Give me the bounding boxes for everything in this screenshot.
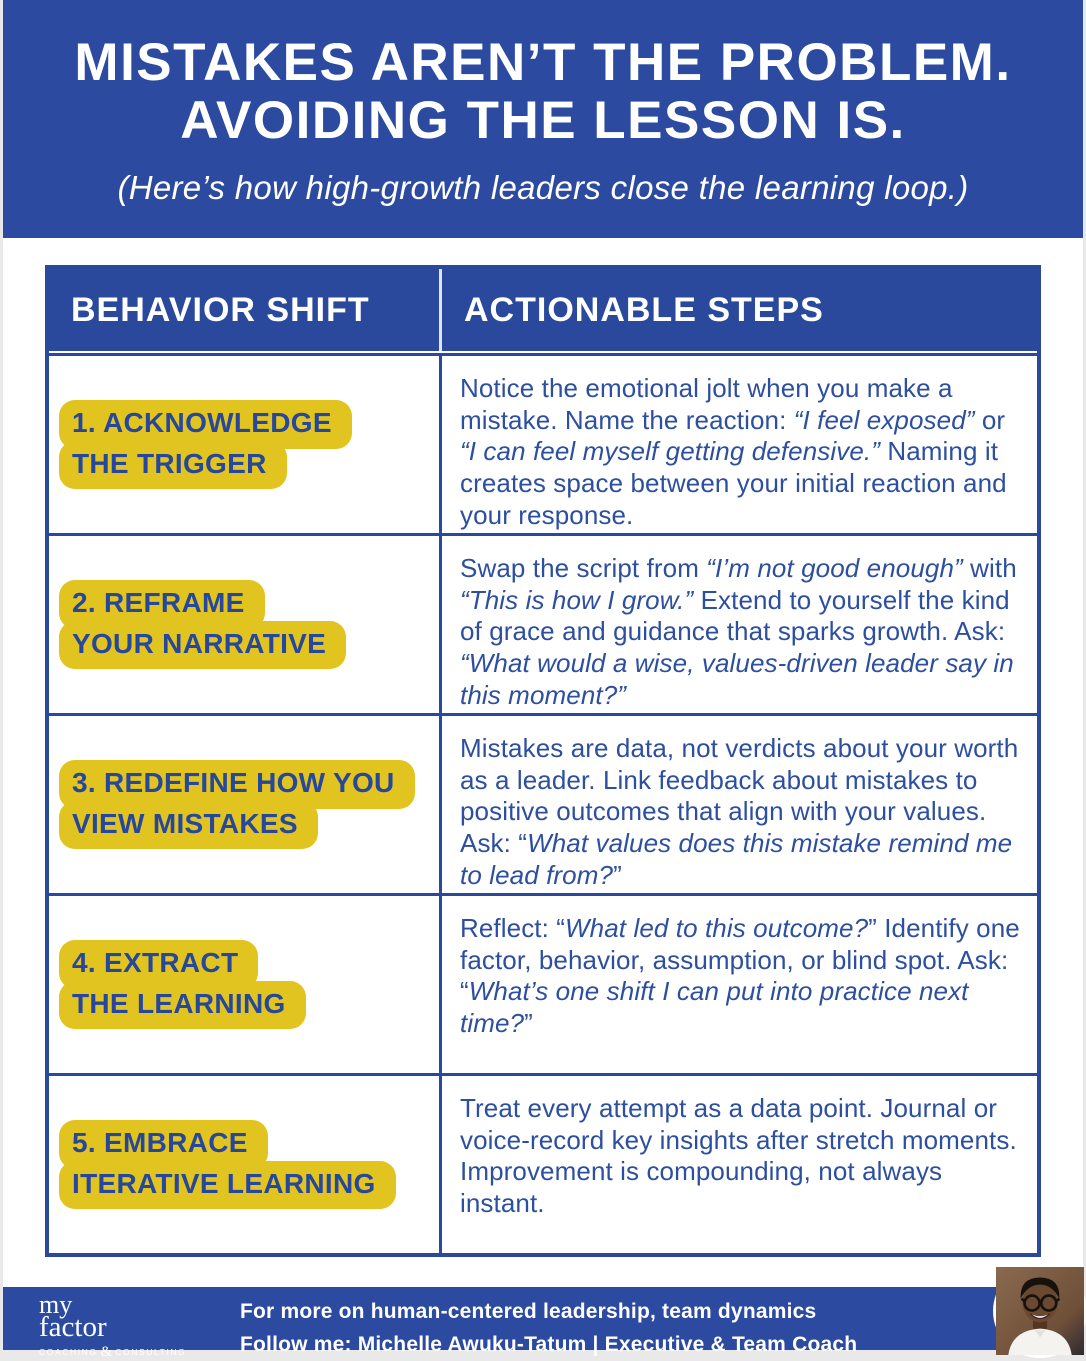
logo-tagline bbox=[39, 1345, 186, 1360]
header-banner bbox=[3, 0, 1083, 238]
behavior-shift-label-2 bbox=[49, 536, 439, 713]
footer-line-2: Follow me: Michelle Awuku-Tatum | Executive & Team Coach bbox=[240, 1332, 858, 1356]
behavior-shift-label-3 bbox=[49, 716, 439, 893]
logo-word-factor: factor bbox=[39, 1311, 107, 1343]
behavior-shift-label-5 bbox=[49, 1076, 439, 1253]
page-title-line-2: AVOIDING THE LESSON IS. bbox=[180, 91, 906, 151]
logo-tagline-ampersand: & bbox=[100, 1344, 113, 1360]
label-pill: 4. EXTRACT bbox=[59, 940, 258, 989]
behavior-shift-label-4 bbox=[49, 896, 439, 1073]
actionable-steps-text: Reflect: “What led to this outcome?” Identify one factor, behavior, assumption, or blind spot. Ask: “What’s one shift I can put into practice next time?” bbox=[460, 913, 1020, 1039]
logo-tagline-consulting: CONSULTING bbox=[115, 1347, 187, 1358]
actionable-steps-cell-1 bbox=[439, 356, 1037, 533]
footer-band bbox=[3, 1287, 1083, 1360]
label-pill: 2. REFRAME bbox=[59, 580, 265, 629]
label-pill: YOUR NARRATIVE bbox=[59, 621, 346, 670]
behavior-table bbox=[45, 265, 1041, 1257]
page-title-line-1: MISTAKES AREN’T THE PROBLEM. bbox=[74, 33, 1012, 92]
actionable-steps-text: Treat every attempt as a data point. Journal or voice-record key insights after stretch moments. Improvement is compounding, not always instant. bbox=[460, 1093, 1017, 1219]
label-pill: 1. ACKNOWLEDGE bbox=[59, 400, 352, 449]
actionable-steps-cell-4 bbox=[439, 896, 1037, 1073]
page-subtitle: (Here’s how high-growth leaders close the learning loop.) bbox=[117, 168, 969, 206]
page-title bbox=[23, 34, 1063, 151]
actionable-steps-text: Notice the emotional jolt when you make a mistake. Name the reaction: “I feel exposed” or “I can feel myself getting defensive.” Naming it creates space between your initial reaction and your response. bbox=[460, 373, 1007, 530]
label-pill: 5. EMBRACE bbox=[59, 1120, 268, 1169]
label-pill: VIEW MISTAKES bbox=[59, 801, 318, 850]
actionable-steps-cell-5 bbox=[439, 1076, 1037, 1253]
logo-tagline-coaching: COACHING bbox=[39, 1347, 98, 1358]
column-header-actionable-steps: ACTIONABLE STEPS bbox=[439, 269, 1037, 351]
profile-photo-illustration bbox=[996, 1267, 1084, 1355]
actionable-steps-text: Mistakes are data, not verdicts about your worth as a leader. Link feedback about mistakes to positive outcomes that align with your values. Ask: “What values does this mistake remind me to lead from?” bbox=[460, 733, 1019, 890]
profile-photo bbox=[993, 1264, 1086, 1358]
table-row-4 bbox=[49, 893, 1037, 1073]
footer-text bbox=[240, 1296, 857, 1361]
infographic-page bbox=[3, 0, 1083, 1360]
table-row-5 bbox=[49, 1073, 1037, 1253]
table-row-3 bbox=[49, 713, 1037, 893]
table-header-row bbox=[49, 269, 1037, 353]
actionable-steps-cell-3 bbox=[439, 716, 1037, 893]
label-pill: THE LEARNING bbox=[59, 981, 306, 1030]
table-row-2 bbox=[49, 533, 1037, 713]
label-pill: ITERATIVE LEARNING bbox=[59, 1161, 396, 1210]
actionable-steps-cell-2 bbox=[439, 536, 1037, 713]
behavior-shift-label-1 bbox=[49, 356, 439, 533]
column-header-behavior-shift: BEHAVIOR SHIFT bbox=[71, 290, 370, 329]
actionable-steps-text: Swap the script from “I’m not good enough” with “This is how I grow.” Extend to yourself the kind of grace and guidance that sparks growth. Ask: “What would a wise, values-driven leader say in this moment?” bbox=[460, 553, 1017, 710]
logo-word-my: my bbox=[39, 1290, 73, 1319]
footer-line-1: For more on human-centered leadership, team dynamics bbox=[240, 1300, 817, 1323]
label-pill: THE TRIGGER bbox=[59, 441, 287, 490]
label-pill: 3. REDEFINE HOW YOU bbox=[59, 760, 415, 809]
table-row-1 bbox=[49, 353, 1037, 533]
myfactor-logo bbox=[39, 1292, 186, 1360]
